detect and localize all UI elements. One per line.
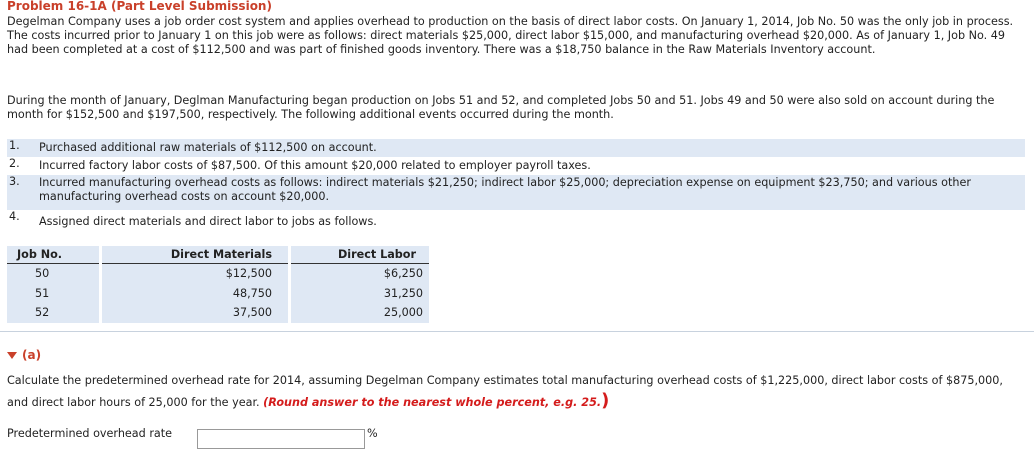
event-text: Purchased additional raw materials of $112,500 on account. — [39, 141, 377, 154]
column-header-direct-labor: Direct Labor — [290, 246, 430, 264]
problem-events-intro-paragraph: During the month of January, Deglman Manufacturing began production on Jobs 51 and 52, and completed Jobs 50 and 51. Jobs 49 and 50 were also sold on account during the month for $152,500 and $197,500, respectively. The following additional events occurred during the month. — [7, 94, 995, 122]
predetermined-overhead-rate-input[interactable] — [197, 429, 365, 449]
event-item-3 — [7, 175, 1025, 210]
table-row — [7, 264, 429, 284]
rounding-hint-close: ) — [601, 390, 610, 411]
cell-direct-labor: 25,000 — [290, 303, 430, 323]
problem-title: Problem 16-1A (Part Level Submission) — [7, 0, 272, 13]
event-number: 3. — [9, 175, 20, 188]
event-number: 2. — [9, 157, 20, 170]
event-item-4 — [7, 210, 1025, 230]
cell-direct-labor: 31,250 — [290, 284, 430, 304]
cell-direct-materials: 48,750 — [101, 284, 290, 304]
cell-job-no: 51 — [7, 284, 101, 304]
event-text: Incurred factory labor costs of $87,500. Of this amount $20,000 related to employer payroll taxes. — [39, 159, 591, 172]
table-row — [7, 303, 429, 323]
answer-label: Predetermined overhead rate — [7, 427, 173, 440]
caret-down-icon[interactable] — [7, 352, 17, 359]
jobs-table — [7, 246, 429, 323]
column-header-direct-materials: Direct Materials — [101, 246, 290, 264]
cell-job-no: 52 — [7, 303, 101, 323]
part-a-toggle[interactable] — [7, 348, 41, 362]
part-a-label: (a) — [22, 348, 42, 362]
event-text: Assigned direct materials and direct labor to jobs as follows. — [39, 215, 377, 228]
table-row — [7, 284, 429, 304]
event-number: 1. — [9, 139, 20, 152]
cell-direct-labor: $6,250 — [290, 264, 430, 284]
column-header-job-no: Job No. — [7, 246, 101, 264]
problem-intro-paragraph: Degelman Company uses a job order cost system and applies overhead to production on the basis of direct labor costs. On January 1, 2014, Job No. 50 was the only job in process. The costs incurred prior to January 1 on this job were as follows: direct materials $25,000, direct labor $15,000, and manufacturing overhead $20,000. As of January 1, Job No. 49 had been completed at a cost of $112,500 and was part of finished goods inventory. There was a $18,750 balance in the Raw Materials Inventory account. — [7, 15, 1014, 57]
event-item-2 — [7, 157, 1025, 175]
table-header-row — [7, 246, 429, 264]
cell-direct-materials: $12,500 — [101, 264, 290, 284]
part-a-question-text: Calculate the predetermined overhead rate for 2014, assuming Degelman Company estimates total manufacturing overhead costs of $1,225,000, direct labor costs of $875,000, and direct labor hours of 25,000 for the year. — [7, 374, 1003, 409]
cell-direct-materials: 37,500 — [101, 303, 290, 323]
event-number: 4. — [9, 210, 20, 223]
percent-unit: % — [367, 427, 378, 440]
events-list — [7, 139, 1025, 230]
cell-job-no: 50 — [7, 264, 101, 284]
event-text: Incurred manufacturing overhead costs as follows: indirect materials $21,250; indirect labor $25,000; depreciation expense on equipment $23,750; and various other manufacturing overhead costs on account $20,000. — [39, 176, 971, 204]
event-item-1 — [7, 139, 1025, 157]
section-divider — [0, 331, 1034, 332]
part-a-question — [7, 371, 1027, 413]
rounding-hint: (Round answer to the nearest whole percent, e.g. 25. — [263, 396, 602, 409]
